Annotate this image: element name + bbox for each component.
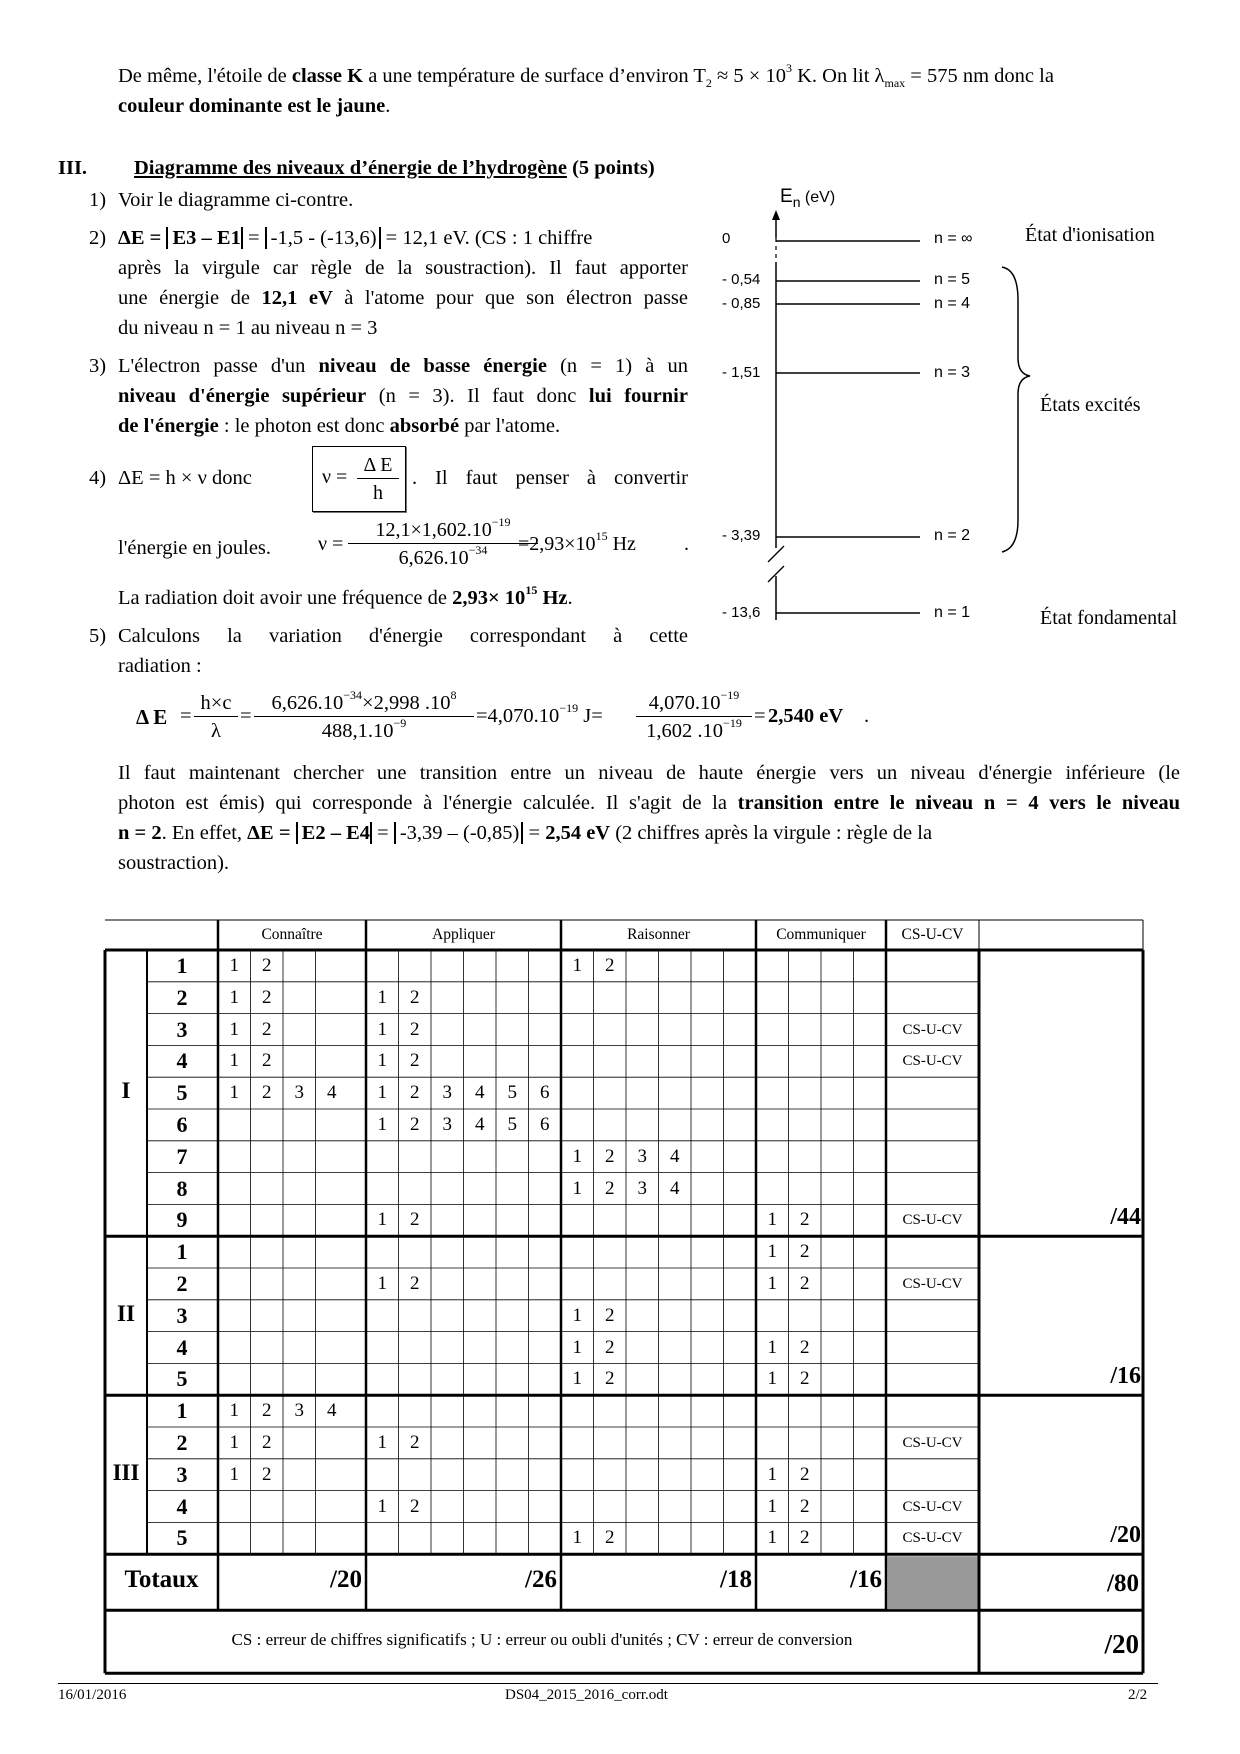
q5-paragraph-1: Il faut maintenant chercher une transition entre un niveau de haute énergie vers un niveau d'énergie inférieure (le	[118, 762, 1180, 784]
score-cell-a: 2	[410, 1114, 420, 1135]
score-cell-r: 2	[605, 1368, 615, 1390]
score-cell-c: 1	[229, 955, 239, 976]
score-cell-m: 1	[767, 1495, 777, 1517]
score-cell-a: 5	[507, 1114, 517, 1135]
score-cell-a: 2	[410, 1432, 420, 1453]
q4-number: 4)	[89, 467, 107, 489]
q4-calc-lhs: ν =	[318, 533, 344, 555]
grid-header-4: CS-U-CV	[901, 926, 964, 943]
score-cell-c: 1	[229, 1400, 239, 1422]
section-score-III: /20	[1110, 1522, 1141, 1549]
score-cell-r: 1	[572, 1177, 582, 1199]
total-3: /16	[850, 1566, 882, 1594]
q2-line-3: une énergie de 12,1 eV à l'atome pour que son électron passe	[118, 287, 688, 309]
score-cell-a: 4	[475, 1114, 485, 1135]
level-value-2: - 3,39	[722, 527, 761, 544]
score-cell-r: 3	[637, 1145, 647, 1167]
totals-label: Totaux	[124, 1566, 199, 1594]
q3-line-3: de l'énergie : le photon est donc absorbé par l'atome.	[118, 415, 561, 437]
q5-eq-mid: $=4,070.10^{-19}$ J=	[476, 701, 603, 727]
section-label-III: III	[112, 1459, 140, 1485]
cs-u-cv-cell: CS-U-CV	[902, 1212, 963, 1229]
q1-number: 1)	[89, 189, 107, 211]
score-cell-r: 1	[572, 1527, 582, 1549]
question-number: 8	[176, 1175, 188, 1201]
score-cell-m: 2	[800, 1368, 810, 1390]
question-number: 1	[176, 953, 188, 978]
level-value-4: - 0,85	[722, 295, 761, 312]
q4-calc-den: $6,626.10^{-34}$	[398, 543, 488, 569]
score-cell-c: 3	[294, 1082, 304, 1104]
score-cell-m: 1	[767, 1241, 777, 1263]
score-cell-r: 4	[670, 1145, 680, 1167]
state-excited: États excités	[1040, 394, 1141, 416]
score-cell-a: 1	[377, 1209, 387, 1231]
score-cell-a: 1	[377, 1050, 387, 1072]
score-cell-c: 4	[327, 1082, 337, 1104]
section-title: Diagramme des niveaux d’énergie de l’hydrogène (5 points)	[134, 157, 655, 179]
section-score-I: /44	[1110, 1204, 1141, 1231]
question-number: 3	[176, 1016, 188, 1042]
q5-eq-end: .	[864, 705, 870, 727]
level-label-2: n = 2	[934, 527, 971, 544]
score-cell-c: 2	[262, 955, 272, 976]
section-score-II: /16	[1110, 1363, 1141, 1390]
footer-date: 16/01/2016	[58, 1687, 127, 1703]
section-label-I: I	[121, 1078, 131, 1104]
q5-line-2: radiation :	[118, 655, 202, 677]
score-cell-r: 3	[637, 1177, 647, 1199]
score-cell-a: 3	[442, 1082, 452, 1104]
question-number: 2	[176, 984, 188, 1010]
cs-u-cv-cell: CS-U-CV	[902, 1053, 963, 1070]
score-cell-m: 2	[800, 1463, 810, 1485]
question-number: 2	[176, 1271, 188, 1296]
score-cell-r: 4	[670, 1177, 680, 1199]
score-cell-r: 2	[605, 955, 615, 976]
q4-line-1b: . Il faut penser à convertir	[412, 467, 688, 489]
score-cell-r: 1	[572, 1336, 582, 1358]
grid-header-0: Connaître	[261, 926, 323, 943]
question-number: 1	[176, 1398, 188, 1424]
score-cell-c: 2	[262, 1400, 272, 1422]
q4-line-3: La radiation doit avoir une fréquence de $2,93\times 10^{15}$ Hz.	[118, 583, 573, 609]
cs-u-cv-cell: CS-U-CV	[902, 1498, 963, 1515]
score-cell-c: 1	[229, 986, 239, 1008]
intro-line-1: De même, l'étoile de classe K a une température de surface d’environ $T_2 \approx 5 \times 10^3$ K. On lit $\lambda_{max} = 575$ nm donc la	[118, 61, 1054, 91]
total-2: /18	[720, 1566, 752, 1594]
question-number: 1	[176, 1239, 188, 1265]
q2-number: 2)	[89, 227, 107, 249]
score-cell-r: 2	[605, 1527, 615, 1549]
q5-line-1: Calculons la variation d'énergie correspondant à cette	[118, 625, 688, 647]
q4-formula-box	[312, 446, 406, 512]
q5-eq-f3-den: 1,602 $.10^{-19}$	[646, 716, 742, 742]
level-label-1: n = 1	[934, 604, 971, 621]
footer-filename: DS04_2015_2016_corr.odt	[505, 1687, 668, 1703]
q5-eq-f1-num: h×c	[194, 690, 238, 717]
q4-box-den: h	[373, 482, 383, 504]
score-cell-m: 2	[800, 1495, 810, 1517]
score-cell-m: 2	[800, 1336, 810, 1358]
cs-u-cv-cell: CS-U-CV	[902, 1021, 963, 1038]
q5-paragraph-4: soustraction).	[118, 852, 230, 874]
q5-eq-result: 2,540 eV	[768, 705, 844, 727]
level-value-3: - 1,51	[722, 364, 761, 381]
state-ground: État fondamental	[1040, 607, 1178, 629]
question-number: 9	[176, 1207, 188, 1233]
q5-eq-f3-num: $4,070.10^{-19}$	[636, 690, 752, 717]
q3-line-1: L'électron passe d'un niveau de basse énergie (n = 1) à un	[118, 355, 688, 377]
score-cell-c: 2	[262, 1050, 272, 1072]
question-number: 7	[176, 1143, 188, 1169]
question-number: 5	[176, 1080, 188, 1106]
score-cell-m: 2	[800, 1241, 810, 1263]
energy-diagram	[700, 190, 1220, 650]
footer-page: 2/2	[1128, 1687, 1148, 1703]
score-cell-a: 2	[410, 1082, 420, 1104]
q5-eq-f1-den: λ	[211, 720, 221, 742]
score-cell-a: 1	[377, 1114, 387, 1135]
score-cell-a: 2	[410, 986, 420, 1008]
total-1: /26	[525, 1566, 557, 1594]
q2-line-4: du niveau n = 1 au niveau n = 3	[118, 317, 378, 339]
q3-line-2: niveau d'énergie supérieur (n = 3). Il faut donc lui fournir	[118, 385, 688, 407]
grid-header-1: Appliquer	[432, 926, 495, 943]
axis-label: $E_n$ (eV)	[780, 186, 836, 210]
score-cell-a: 2	[410, 1273, 420, 1294]
score-cell-a: 3	[442, 1114, 452, 1135]
question-number: 4	[176, 1048, 188, 1074]
score-cell-m: 1	[767, 1336, 777, 1358]
section-label-II: II	[117, 1300, 135, 1326]
score-cell-m: 1	[767, 1527, 777, 1549]
q4-line-2: l'énergie en joules.	[118, 537, 272, 559]
q1-text: Voir le diagramme ci-contre.	[118, 189, 354, 211]
q5-eq-f2-den: $488,1.10^{-9}$	[321, 716, 407, 742]
question-number: 5	[176, 1525, 188, 1551]
score-cell-a: 5	[507, 1082, 517, 1104]
score-cell-m: 2	[800, 1527, 810, 1549]
score-cell-a: 1	[377, 986, 387, 1008]
question-number: 4	[176, 1493, 188, 1519]
final-score: /20	[1104, 1629, 1139, 1660]
cs-u-cv-cell: CS-U-CV	[902, 1276, 963, 1292]
score-cell-a: 2	[410, 1018, 420, 1040]
excited-brace	[1002, 267, 1030, 552]
level-label-4: n = 4	[934, 295, 971, 312]
score-cell-r: 2	[605, 1336, 615, 1358]
score-cell-m: 1	[767, 1463, 777, 1485]
q2-line-2: après la virgule car règle de la soustraction). Il faut apporter	[118, 257, 688, 279]
q4-box-lhs: ν =	[322, 466, 348, 488]
score-cell-r: 1	[572, 955, 582, 976]
q3-number: 3)	[89, 355, 107, 377]
grid-header-2: Raisonner	[627, 926, 690, 943]
question-number: 5	[176, 1366, 188, 1392]
axis-arrow-icon	[772, 210, 780, 220]
q5-equation: Δ E = h×c λ = $6,626.10^{-34}\times 2,998$ $.10^8$ $488,1.10^{-9}$ $=4,070.10^{-19}$ J= $4,070.10^{-19}$ 1,602 $.10^{-19}$ = 2,540 eV .	[136, 688, 870, 742]
grand-total: /80	[1107, 1570, 1139, 1598]
legend: CS : erreur de chiffres significatifs ; U : erreur ou oubli d'unités ; CV : erreur de conversion	[231, 1630, 853, 1650]
score-cell-a: 1	[377, 1273, 387, 1294]
q5-number: 5)	[89, 625, 107, 647]
score-cell-c: 2	[262, 1463, 272, 1485]
q4-calc-result: $=2,93\times 10^{15}$ Hz	[518, 529, 636, 555]
score-cell-a: 1	[377, 1018, 387, 1040]
score-cell-a: 1	[377, 1082, 387, 1104]
score-cell-c: 2	[262, 1082, 272, 1104]
q5-eq-lhs: Δ E	[136, 705, 168, 729]
score-cell-r: 1	[572, 1145, 582, 1167]
score-cell-c: 1	[229, 1432, 239, 1453]
level-value-inf: 0	[722, 230, 731, 247]
level-label-inf: n = ∞	[934, 230, 973, 247]
score-cell-r: 2	[605, 1145, 615, 1167]
level-value-5: - 0,54	[722, 271, 761, 288]
score-cell-m: 1	[767, 1273, 777, 1294]
question-number: 2	[176, 1430, 188, 1455]
score-cell-a: 1	[377, 1495, 387, 1517]
q4-calc-end: .	[684, 533, 689, 555]
q4-line-1a: ΔE = h × ν donc	[118, 467, 252, 489]
score-cell-m: 1	[767, 1368, 777, 1390]
score-cell-a: 2	[410, 1495, 420, 1517]
score-cell-r: 2	[605, 1304, 615, 1326]
score-cell-m: 1	[767, 1209, 777, 1231]
question-number: 6	[176, 1112, 188, 1137]
intro-line-2: couleur dominante est le jaune.	[118, 95, 391, 117]
score-cell-r: 1	[572, 1304, 582, 1326]
score-cell-c: 3	[294, 1400, 304, 1422]
question-number: 3	[176, 1302, 188, 1328]
state-ionisation: État d'ionisation	[1025, 224, 1155, 246]
footer-rule	[58, 1683, 1158, 1684]
score-cell-c: 4	[327, 1400, 337, 1422]
cs-u-cv-cell: CS-U-CV	[902, 1435, 963, 1451]
question-number: 3	[176, 1461, 188, 1487]
score-cell-a: 2	[410, 1050, 420, 1072]
q2-line-1: ΔE = E3 – E1 = -1,5 - (-13,6) = 12,1 eV. (CS : 1 chiffre	[118, 227, 593, 249]
grid-shaded-cell	[888, 1556, 978, 1609]
q4-box-num: Δ E	[357, 452, 399, 479]
section-number: III.	[58, 157, 88, 179]
score-cell-c: 1	[229, 1082, 239, 1104]
score-cell-m: 2	[800, 1273, 810, 1294]
level-label-3: n = 3	[934, 364, 971, 381]
score-cell-c: 2	[262, 1018, 272, 1040]
score-cell-a: 1	[377, 1432, 387, 1453]
q5-paragraph-2: photon est émis) qui corresponde à l'énergie calculée. Il s'agit de la transition entre le niveau n = 4 vers le niveau	[118, 792, 1180, 814]
q4-calc-num: $12,1\times 1,602.10^{-19}$	[348, 517, 538, 544]
grid-header-3: Communiquer	[776, 926, 866, 943]
level-value-1: - 13,6	[722, 604, 761, 621]
q4-calculation	[318, 515, 698, 575]
q5-paragraph-3: n = 2. En effet, ΔE = E2 – E4 = -3,39 – (-0,85) = 2,54 eV (2 chiffres après la virgule : règle de la	[118, 822, 933, 844]
score-cell-m: 2	[800, 1209, 810, 1231]
q5-eq-f2-num: $6,626.10^{-34}\times 2,998$ $.10^8$	[254, 690, 474, 717]
score-cell-r: 2	[605, 1177, 615, 1199]
score-cell-r: 1	[572, 1368, 582, 1390]
score-cell-a: 6	[540, 1114, 550, 1135]
score-cell-c: 1	[229, 1018, 239, 1040]
level-label-5: n = 5	[934, 271, 971, 288]
total-0: /20	[330, 1566, 362, 1594]
score-cell-a: 6	[540, 1082, 550, 1104]
score-cell-c: 2	[262, 1432, 272, 1453]
question-number: 4	[176, 1334, 188, 1360]
score-cell-a: 4	[475, 1082, 485, 1104]
score-cell-c: 1	[229, 1463, 239, 1485]
score-cell-a: 2	[410, 1209, 420, 1231]
score-cell-c: 1	[229, 1050, 239, 1072]
score-cell-c: 2	[262, 986, 272, 1008]
cs-u-cv-cell: CS-U-CV	[902, 1530, 963, 1547]
